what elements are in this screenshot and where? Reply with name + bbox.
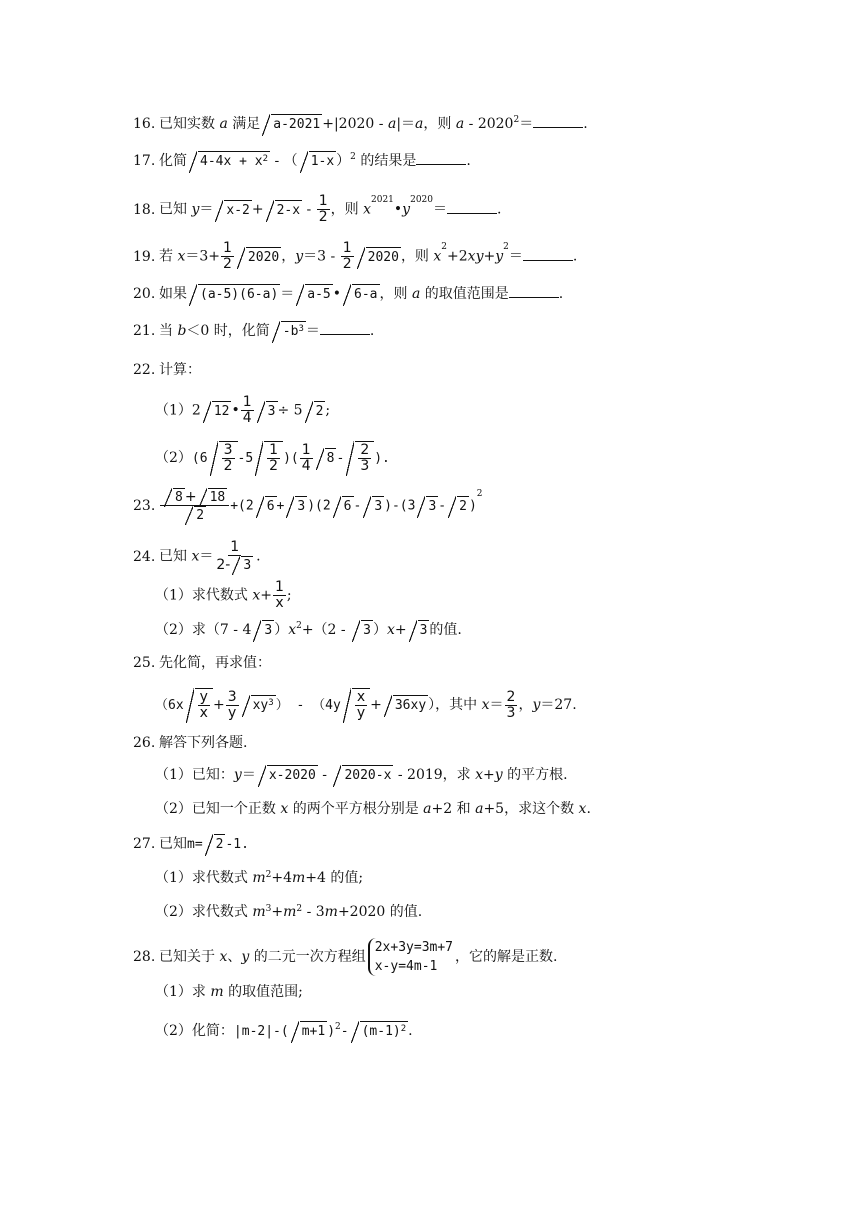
- problem-27-part-2: （2）求代数式 $m^3+m^2 - 3m+2020$ 的值.: [155, 904, 423, 920]
- fraction: $\frac{1}{2}$: [223, 240, 232, 272]
- problem-16: 16. 已知实数 a 满足 a-2021 +|2020 - a|＝a，则 $a - 2020^2=$ .: [133, 115, 588, 132]
- fraction: $\frac{1}{2}$: [269, 442, 279, 474]
- sqrt-3: 3: [257, 401, 278, 421]
- sqrt-18: 18: [199, 488, 228, 505]
- problem-28-part-2: （2）化简：|m-2|-( m+1 )$^2$- $(m-1)^2$ .: [155, 1022, 413, 1039]
- problem-22: 22. 计算：: [133, 362, 201, 378]
- sqrt-2020: 2020: [357, 247, 401, 267]
- fraction: $\frac{1}{2- 3}$: [216, 539, 252, 573]
- sqrt-12: 12: [203, 401, 232, 421]
- problem-23: 23. $\frac{8 + 18}{2}$ +(2 6 + 3 )(2 6 - 3 )-(3 3 - 2 )$^2$: [133, 489, 483, 523]
- problem-24-part-2: （2）求（7 - 4 3 ）$x^2+(2 - 3$ ）x+ 3 的值.: [155, 621, 462, 638]
- sqrt-2020: 2020: [237, 247, 281, 267]
- sqrt-product: (a-5)(6-a): [189, 284, 280, 304]
- problem-27: 27. 已知m= 2 -1.: [133, 836, 249, 852]
- sqrt-fraction: [186, 688, 213, 721]
- sqrt-m-minus-1-squared: $(m-1)^2$: [351, 1021, 409, 1041]
- sqrt-6: 6: [256, 496, 277, 516]
- sqrt-fraction: [346, 441, 374, 474]
- sqrt-2: 2: [205, 834, 226, 854]
- problem-26-part-1: （1）已知：y＝ x-2020 - 2020-x - 2019，求 x+y 的平方根.: [155, 767, 568, 783]
- sqrt-expression: $4-4x + x^2$: [189, 151, 270, 171]
- sqrt-fraction: [255, 441, 283, 474]
- sqrt-xy-cubed: $xy^3$: [242, 695, 276, 715]
- problem-24-part-1: （1）求代数式 x+ $\frac{1}{x}$ ;: [155, 579, 292, 611]
- problem-26: 26. 解答下列各题.: [133, 735, 248, 751]
- problem-24: 24. 已知 x＝ $\frac{1}{2- 3}$ .: [133, 539, 261, 573]
- fraction: $\frac{8 + 18}{2}$: [160, 488, 229, 523]
- sqrt-3: 3: [417, 496, 438, 516]
- answer-blank: [320, 322, 370, 335]
- sqrt-m-plus-1: m+1: [291, 1021, 327, 1041]
- sqrt-6-a: 6-a: [343, 284, 379, 304]
- sqrt-neg-b-cubed: $-b^3$: [272, 321, 306, 341]
- sqrt-2-x: 2-x: [266, 200, 302, 220]
- problem-26-part-2: （2）已知一个正数 x 的两个平方根分别是 a+2 和 a+5，求这个数 x.: [155, 801, 591, 817]
- fraction: $\frac{2}{3}$: [506, 688, 516, 721]
- sqrt-3: 3: [409, 620, 430, 640]
- problem-22-part-1: （1）2 12 • $\frac{1}{4}$ 3 ÷ 5 2 ;: [155, 394, 331, 426]
- problem-28: 28. 已知关于 x、y 的二元一次方程组 2x+3y=3m+7 x-y=4m-1 ，它的解是正数.: [133, 940, 558, 974]
- fraction: $\frac{2}{3}$: [360, 442, 370, 474]
- sqrt-x-2: x-2: [215, 200, 251, 220]
- answer-blank: [416, 152, 466, 165]
- sqrt-3: 3: [232, 556, 253, 573]
- sqrt-fraction: [343, 688, 370, 721]
- sqrt-x-2020: x-2020: [258, 765, 318, 785]
- sqrt-1-x: 1-x: [300, 151, 336, 171]
- fraction: $\frac{1}{x}$: [275, 579, 284, 611]
- sqrt-2: 2: [305, 401, 326, 421]
- sqrt-3: 3: [286, 496, 307, 516]
- fraction: $\frac{1}{2}$: [318, 193, 328, 225]
- sqrt-3: 3: [253, 620, 274, 640]
- sqrt-6: 6: [333, 496, 354, 516]
- problem-27-part-1: （1）求代数式 $m^2+4m+4$ 的值;: [155, 870, 364, 886]
- problem-18: 18. 已知 y＝ x-2 + 2-x - $\frac{1}{2}$ ，则 $x^{2021}•y^{2020}=$ .: [133, 193, 502, 225]
- sqrt-2: 2: [185, 506, 206, 523]
- problem-21: 21. 当 b＜0 时，化简 $-b^3$ ＝ .: [133, 323, 375, 339]
- fraction: $\frac{3}{2}$: [223, 442, 233, 474]
- sqrt-2: 2: [448, 496, 469, 516]
- fraction: $\frac{x}{y}$: [356, 689, 366, 721]
- sqrt-3: 3: [363, 496, 384, 516]
- answer-blank: [447, 201, 497, 214]
- fraction: $\frac{3}{y}$: [227, 688, 237, 721]
- fraction: $\frac{1}{2}$: [342, 240, 352, 272]
- answer-blank: [523, 248, 573, 261]
- problem-17: 17. 化简 $4-4x + x^2$ - （ 1-x ）$^2$ 的结果是 .: [133, 152, 471, 169]
- sqrt-8: 8: [164, 488, 185, 505]
- sqrt-3: 3: [352, 620, 373, 640]
- problem-28-part-1: （1）求 m 的取值范围;: [155, 984, 303, 1000]
- equation-system: 2x+3y=3m+7 x-y=4m-1: [368, 938, 453, 976]
- sqrt-a-5: a-5: [296, 284, 332, 304]
- fraction: $\frac{y}{x}$: [199, 689, 208, 721]
- problem-22-part-2: （2）(6 $\frac{3}{2}$ -5 $\frac{1}{2}$ )( $\frac{1}{4}$ 8 - $\frac{2}{3}$ ).: [155, 441, 390, 474]
- answer-blank: [509, 285, 559, 298]
- sqrt-2020-x: 2020-x: [333, 765, 393, 785]
- problem-19: 19. 若 x＝3+ $\frac{1}{2}$ 2020 ，y＝3 - $\frac{1}{2}$ 2020 ，则 $x^2+2xy+y^2=$ .: [133, 240, 578, 272]
- fraction: $\frac{1}{4}$: [242, 394, 252, 426]
- problem-25: 25. 先化简，再求值：: [133, 655, 271, 671]
- answer-blank: [533, 115, 583, 128]
- fraction: $\frac{1}{4}$: [301, 441, 311, 474]
- sqrt-8: 8: [316, 448, 337, 468]
- problem-20: 20. 如果 (a-5)(6-a) ＝ a-5 • 6-a ，则 a 的取值范围是 .: [133, 286, 564, 302]
- sqrt-a-2021: a-2021: [262, 114, 322, 134]
- sqrt-36xy: 36xy: [384, 695, 428, 715]
- sqrt-fraction: [210, 441, 238, 474]
- problem-25-expression: （6x $\frac{y}{x}$ + $\frac{3}{y}$ $xy^3$ ） - （4y $\frac{x}{y}$ + 36xy ），其中 x＝ $\frac{2}{3}$ ，y＝27.: [155, 688, 577, 721]
